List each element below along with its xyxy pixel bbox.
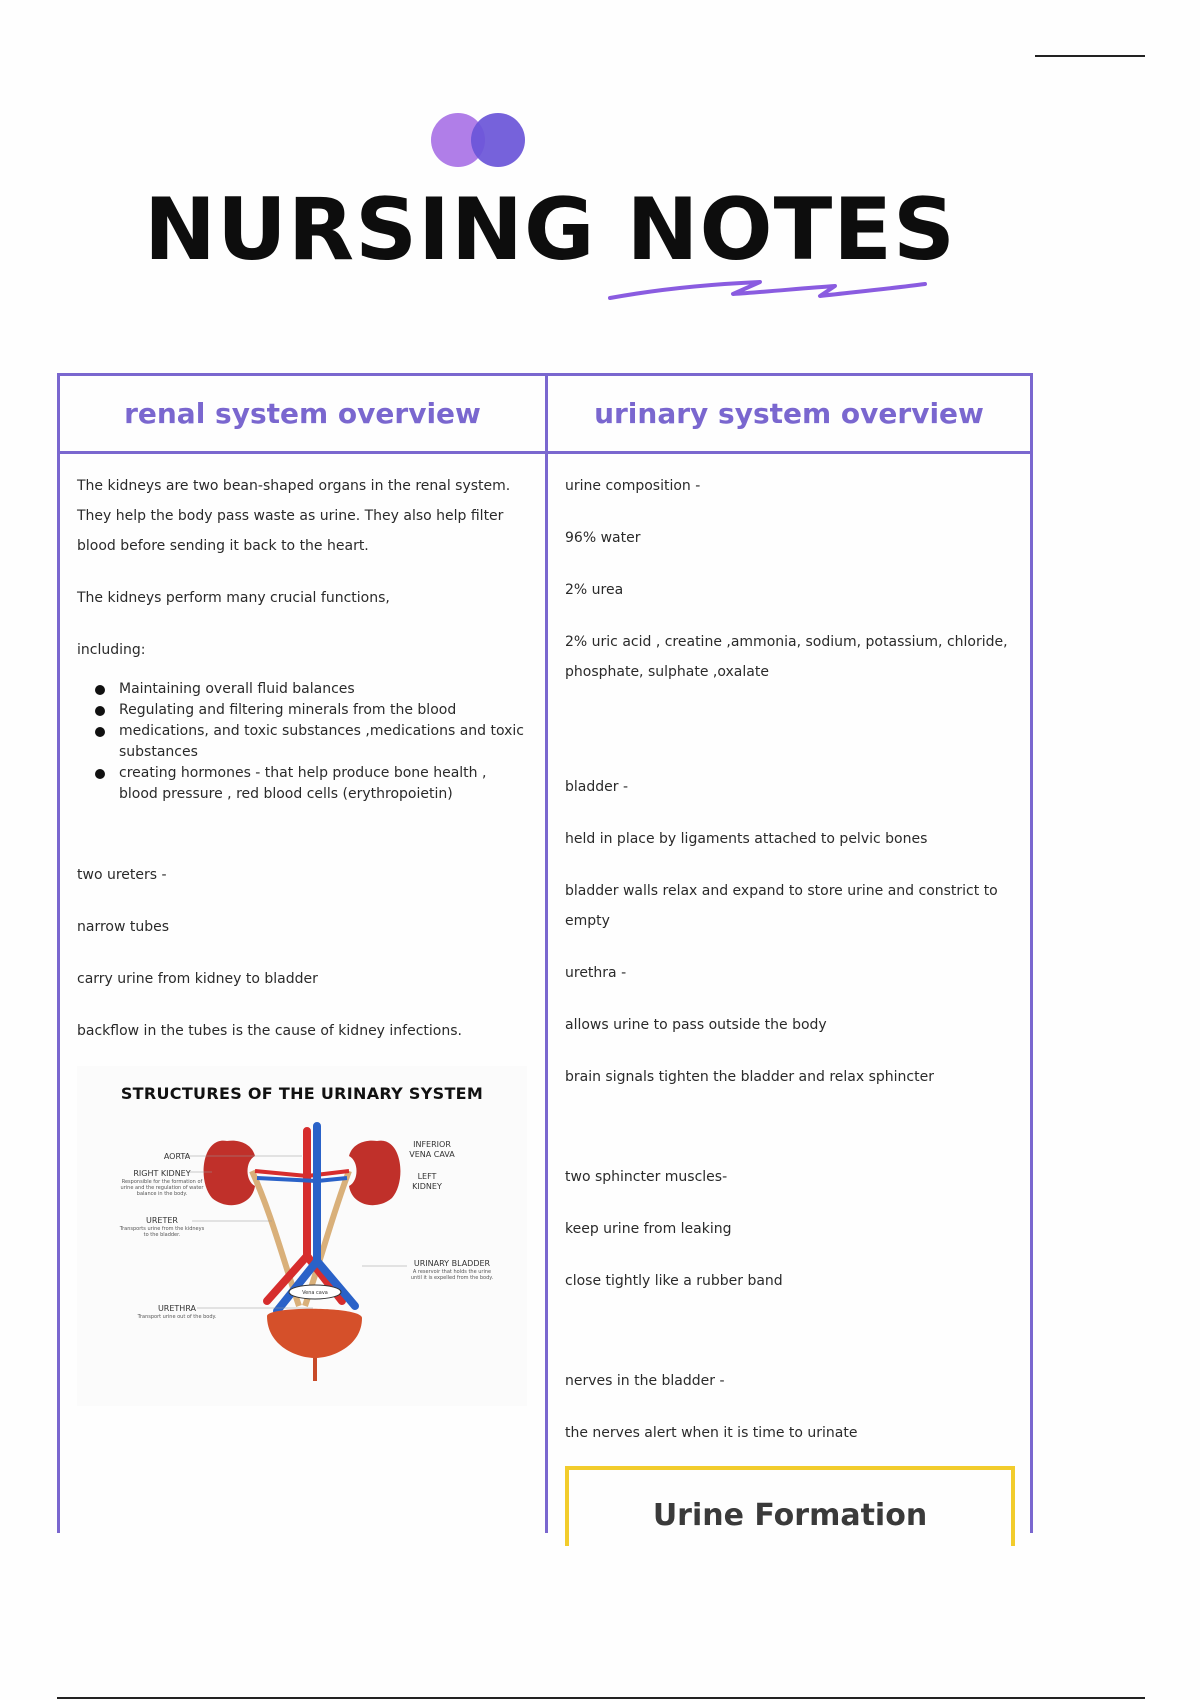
urinary-bladder-label	[407, 1259, 497, 1281]
functions-list	[77, 679, 527, 805]
urethra-label	[137, 1304, 217, 1320]
urine-formation-title: Urine Formation	[652, 1498, 928, 1533]
urinary-system-figure	[77, 1066, 527, 1406]
sphincter-heading: two sphincter muscles-	[565, 1169, 728, 1185]
right-kidney-label-text: RIGHT KIDNEY	[133, 1169, 191, 1178]
kidneys-intro: The kidneys are two bean-shaped organs in the renal system. They help the body pass waste as urine. They also help filter blood before sending it back to the heart.	[77, 478, 511, 554]
bladder-line: bladder walls relax and expand to store urine and constrict to empty	[565, 883, 998, 929]
composition-line: 96% water	[565, 530, 641, 546]
sphincter-line: close tightly like a rubber band	[565, 1273, 783, 1289]
header-divider	[60, 451, 1030, 454]
renal-column	[77, 471, 527, 1046]
right-column-heading: urinary system overview	[594, 397, 984, 430]
notes-table	[57, 373, 1033, 1533]
figure-title: STRUCTURES OF THE URINARY SYSTEM	[120, 1084, 484, 1103]
ureters-line: backflow in the tubes is the cause of kidney infections.	[77, 1023, 462, 1039]
bladder-heading: bladder -	[565, 779, 628, 795]
ureters-line: narrow tubes	[77, 919, 170, 935]
list-item: Regulating and filtering minerals from the blood	[77, 700, 527, 721]
page-title: NURSING NOTES	[144, 180, 956, 280]
ureters-heading: two ureters -	[77, 867, 167, 883]
list-item: medications, and toxic substances ,medications and toxic substances	[77, 721, 527, 763]
column-divider	[545, 376, 548, 1533]
urine-formation-box	[565, 1466, 1015, 1546]
bottom-rule	[57, 1697, 1145, 1699]
sphincter-line: keep urine from leaking	[565, 1221, 732, 1237]
including-line: including:	[77, 642, 146, 658]
ureter-note: Transports urine from the kidneys to the bladder.	[119, 1226, 205, 1238]
urethra-heading: urethra -	[565, 965, 627, 981]
ureter-label-text: URETER	[146, 1216, 178, 1225]
inferior-vena-cava-label: INFERIOR VENA CAVA	[409, 1140, 455, 1159]
vessel-tag-label: Vena cava	[302, 1290, 328, 1296]
urethra-line: allows urine to pass outside the body	[565, 1017, 827, 1033]
bladder-line: held in place by ligaments attached to pelvic bones	[565, 831, 928, 847]
list-item: creating hormones - that help produce bone health , blood pressure , red blood cells (erythropoietin)	[77, 763, 527, 805]
list-item: Maintaining overall fluid balances	[77, 679, 527, 700]
urinary-bladder-label-text: URINARY BLADDER	[413, 1259, 491, 1268]
urinary-bladder-note: A reservoir that holds the urine until it is expelled from the body.	[410, 1269, 494, 1281]
aorta-label: AORTA	[163, 1152, 191, 1161]
top-rule	[1035, 55, 1145, 57]
left-column-heading: renal system overview	[124, 397, 481, 430]
ureter-label	[117, 1216, 207, 1238]
composition-line: 2% urea	[565, 582, 624, 598]
nerves-line: the nerves alert when it is time to urinate	[565, 1425, 858, 1441]
urethra-line: brain signals tighten the bladder and relax sphincter	[565, 1069, 934, 1085]
squiggle-underline-icon	[605, 270, 930, 304]
right-kidney-note: Responsible for the formation of urine and the regulation of water balance in the body.	[120, 1179, 204, 1197]
left-kidney-label: LEFT KIDNEY	[412, 1172, 442, 1191]
urinary-system-illustration	[77, 1106, 527, 1406]
urethra-label-text: URETHRA	[157, 1304, 197, 1313]
nerves-heading: nerves in the bladder -	[565, 1373, 725, 1389]
composition-heading: urine composition -	[565, 478, 701, 494]
composition-line: 2% uric acid , creatine ,ammonia, sodium, potassium, chloride, phosphate, sulphate ,oxalate	[565, 634, 1008, 680]
circles-logo-icon	[428, 110, 528, 170]
functions-line: The kidneys perform many crucial functions,	[77, 590, 390, 606]
urethra-note: Transport urine out of the body.	[137, 1314, 217, 1320]
ureters-line: carry urine from kidney to bladder	[77, 971, 318, 987]
right-kidney-label	[117, 1169, 207, 1197]
urinary-column	[565, 471, 1015, 1448]
